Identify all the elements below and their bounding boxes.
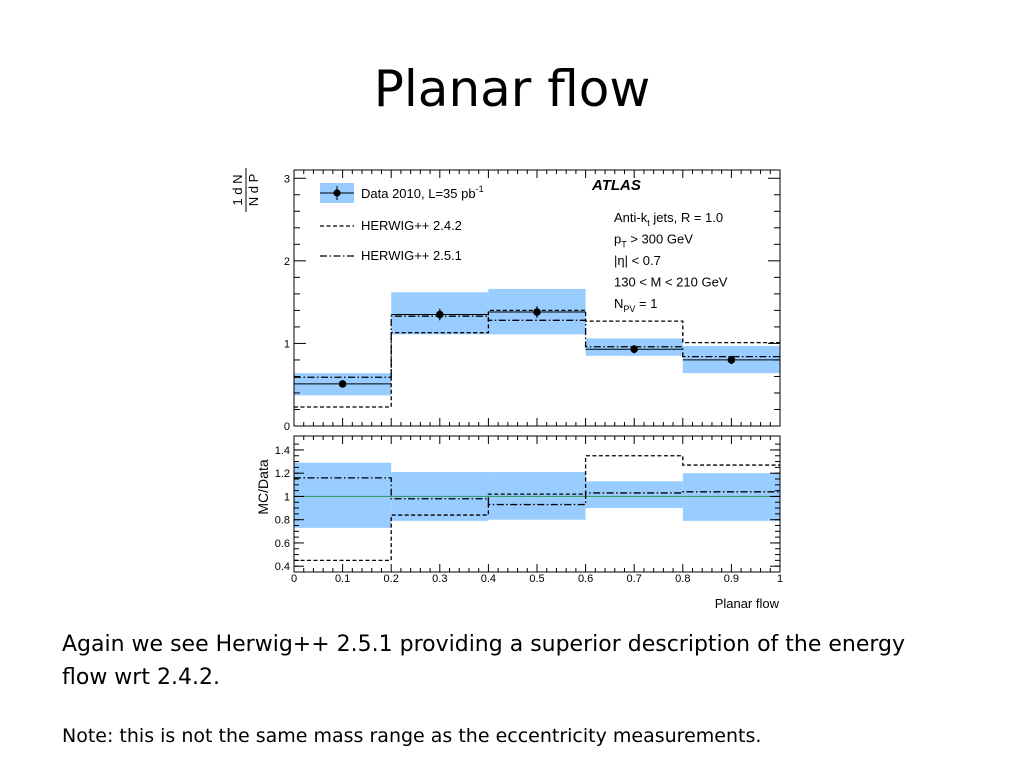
ratio-xtick-label: 0.3 [432,573,448,585]
ratio-ytick-label: 0.8 [274,514,290,527]
legend-label-herwig242: HERWIG++ 2.4.2 [361,218,462,233]
annotation-rest: > 300 GeV [626,231,693,247]
annotation-sub: t [647,218,650,228]
annotation-sub: T [621,239,627,250]
data-point [339,380,347,388]
ratio-ytick-label: 0.4 [274,561,290,574]
legend-data-marker [333,189,340,196]
main-ylabel-den: N d P [246,173,261,207]
data-point [630,345,638,353]
annotation-rest: = 1 [635,296,658,311]
ratio-xtick-label: 1 [776,573,784,585]
ratio-uncertainty-band [294,463,391,528]
main-ylabel [230,168,261,212]
atlas-label: ATLAS [592,177,641,194]
ratio-xtick-label: 0.9 [723,573,740,585]
annotation-line: Anti-$k_t$ jets, R = 1.0 [614,210,724,228]
annotation-line: |η| < 0.7 [614,253,661,268]
legend-label-data: Data 2010, L=35 $pb^{-1}$ [361,184,484,201]
main-ylabel-num: 1 d N [230,174,245,206]
annotation-line: 130 < M < 210 GeV [614,274,728,290]
main-ytick-label: 1 [283,338,290,351]
note-text: Note: this is not the same mass range as the eccentricity measurements. [62,725,762,747]
ratio-xtick-label: 0.2 [383,573,399,585]
main-panel [230,168,780,433]
ratio-xtick-label: 0.8 [675,573,691,585]
annotation-line: $N_{PV} = 1$ [614,296,658,314]
ratio-xtick-label: 0.5 [529,573,545,585]
ratio-ytick-label: 1.2 [274,468,290,481]
data-point [533,308,541,316]
ratio-xtick-label: 0 [290,573,298,585]
body-text: Again we see Herwig++ 2.5.1 providing a superior description of the energy flow wrt 2.4.2. [62,632,906,690]
ratio-xtick-label: 0.6 [577,573,594,585]
slide-title: Planar flow [373,60,651,118]
annotation-rest: jets, R = 1.0 [649,210,724,225]
main-ytick-label: 0 [283,421,290,433]
legend [320,183,484,263]
main-ytick-label: 2 [283,255,290,268]
data-point [728,356,736,364]
ratio-ytick-label: 1.4 [274,444,290,457]
annotation-sub: PV [623,304,636,314]
labels [591,177,728,314]
ratio-xtick-label: 0.7 [626,573,642,585]
ratio-xtick-label: 0.4 [480,573,497,585]
x-axis-label: Planar flow [714,596,779,611]
legend-label-sup: -1 [475,184,484,194]
ratio-panel [255,436,783,611]
ratio-uncertainty-band [586,481,683,508]
annotation-line: $p_T > 300$ GeV [614,231,693,250]
ratio-ylabel: MC/Data [255,459,271,515]
main-ytick-label: 3 [283,173,290,186]
ratio-ytick-label: 1 [283,491,290,504]
ratio-ytick-label: 0.6 [274,537,290,550]
data-point [436,311,444,319]
ratio-xtick-label: 0.1 [334,573,351,585]
legend-label-herwig251: HERWIG++ 2.5.1 [361,248,462,263]
